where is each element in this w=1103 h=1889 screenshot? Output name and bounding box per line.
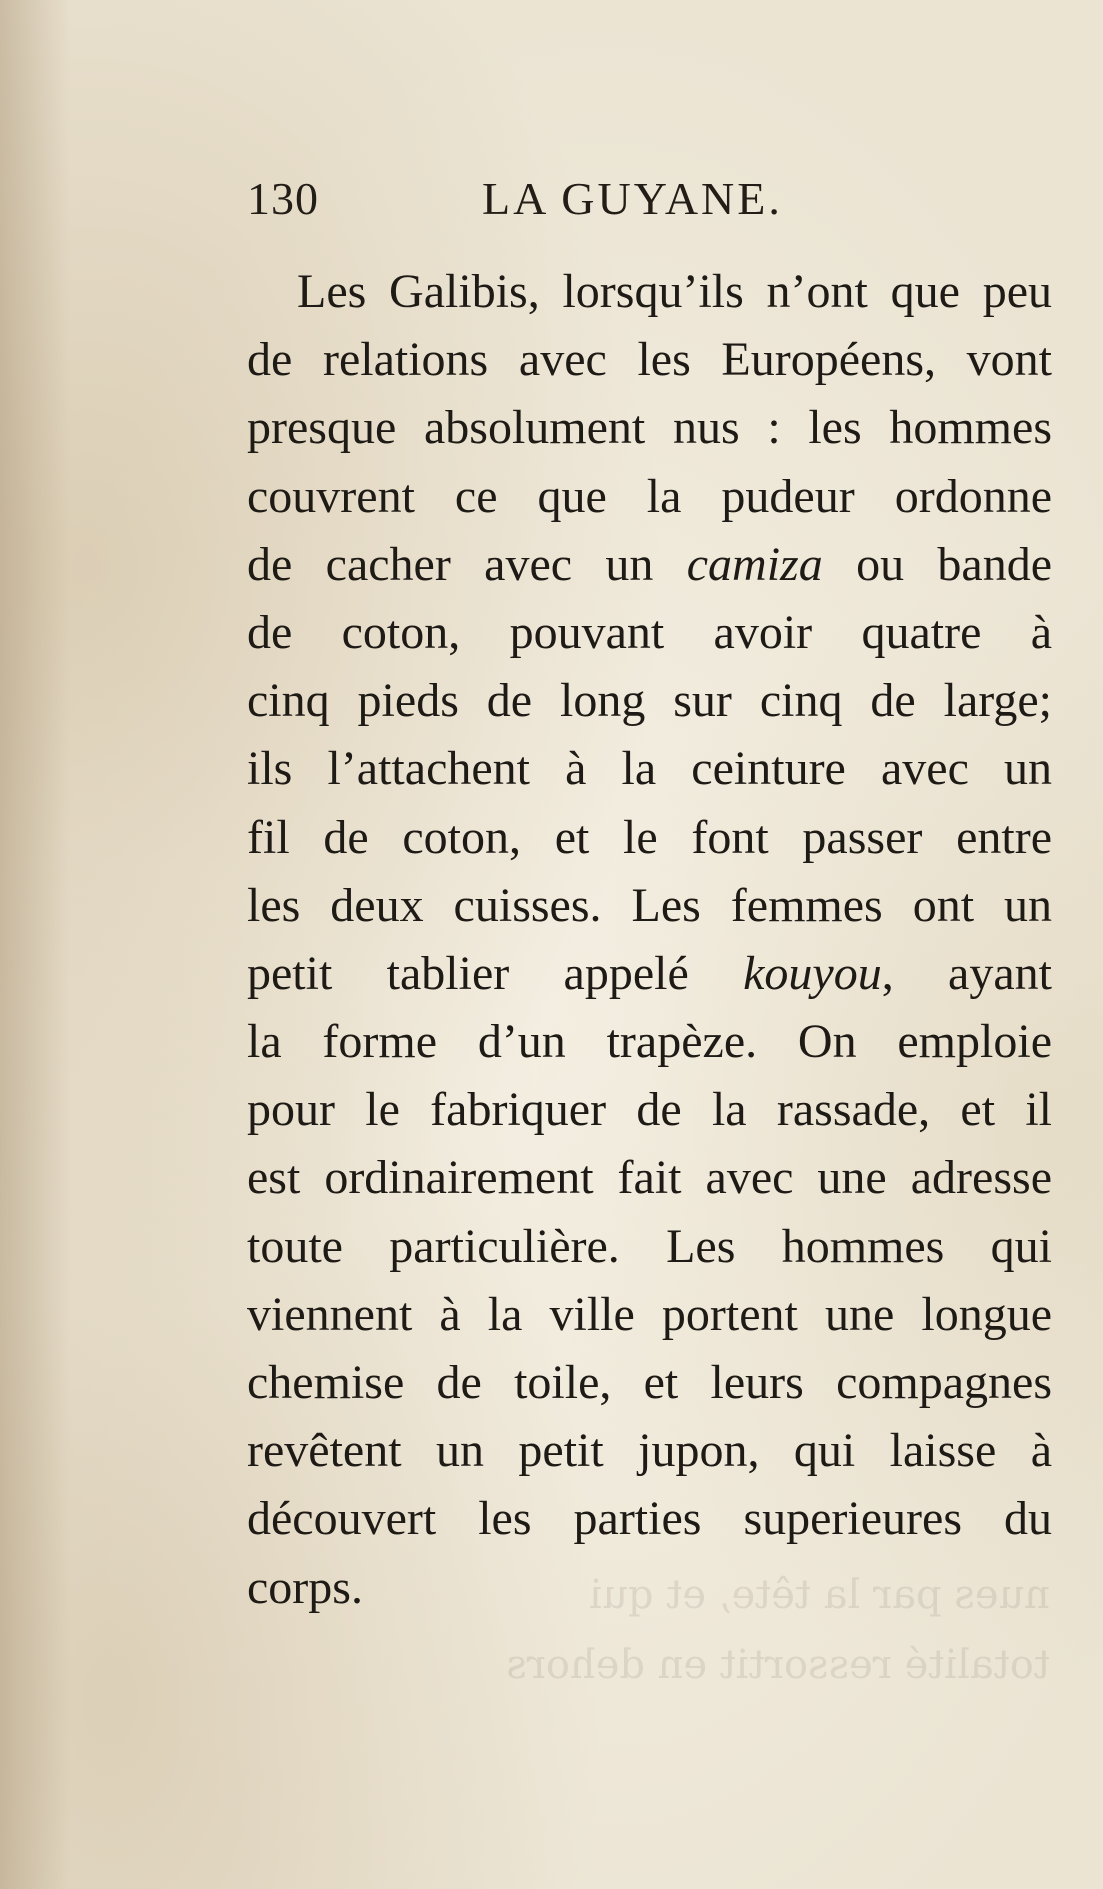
running-title: LA GUYANE. xyxy=(482,173,783,224)
text-line: revêtent un petit jupon, qui laisse à xyxy=(247,1424,1052,1478)
text-line: corps. xyxy=(247,1560,363,1614)
show-through-line: nues par la tête, et qui xyxy=(589,1572,1050,1618)
text-line: presque absolument nus : les hommes xyxy=(247,401,1052,455)
text-line: fil de coton, et le font passer entre xyxy=(247,810,1052,864)
italic-term: camiza xyxy=(686,537,823,591)
text-line: pour le fabriquer de la rassade, et il xyxy=(247,1083,1052,1137)
italic-term: kouyou xyxy=(743,946,882,1000)
text-line: viennent à la ville portent une longue xyxy=(247,1287,1052,1341)
text-line: de relations avec les Européens, vont xyxy=(247,333,1052,387)
show-through-line: totalité ressortit en dehors xyxy=(506,1642,1050,1688)
text-line: chemise de toile, et leurs compagnes xyxy=(247,1356,1052,1409)
page-header xyxy=(247,172,847,232)
page-number: 130 xyxy=(247,173,319,224)
text-line: toute particulière. Les hommes qui xyxy=(247,1219,1052,1273)
text-line: Les Galibis, lorsqu’ils n’ont que peu xyxy=(297,265,1052,318)
text-segment: ou bande xyxy=(822,537,1053,591)
text-line: de coton, pouvant avoir quatre à xyxy=(247,605,1052,659)
body-text xyxy=(247,258,1052,1622)
text-line: les deux cuisses. Les femmes ont un xyxy=(247,878,1052,932)
text-line: est ordinairement fait avec une adresse xyxy=(247,1151,1052,1205)
text-line xyxy=(247,940,1052,1008)
text-line: découvert les parties superieures du xyxy=(247,1492,1052,1546)
text-segment: petit tablier appelé xyxy=(247,946,744,1000)
text-line: couvrent ce que la pudeur ordonne xyxy=(247,469,1052,523)
text-segment: , ayant xyxy=(881,946,1052,1000)
text-line: la forme d’un trapèze. On emploie xyxy=(247,1015,1052,1069)
text-line xyxy=(247,531,1052,599)
text-line: cinq pieds de long sur cinq de large; xyxy=(247,674,1052,728)
text-segment: de cacher avec un xyxy=(247,537,687,591)
text-line: ils l’attachent à la ceinture avec un xyxy=(247,742,1052,796)
